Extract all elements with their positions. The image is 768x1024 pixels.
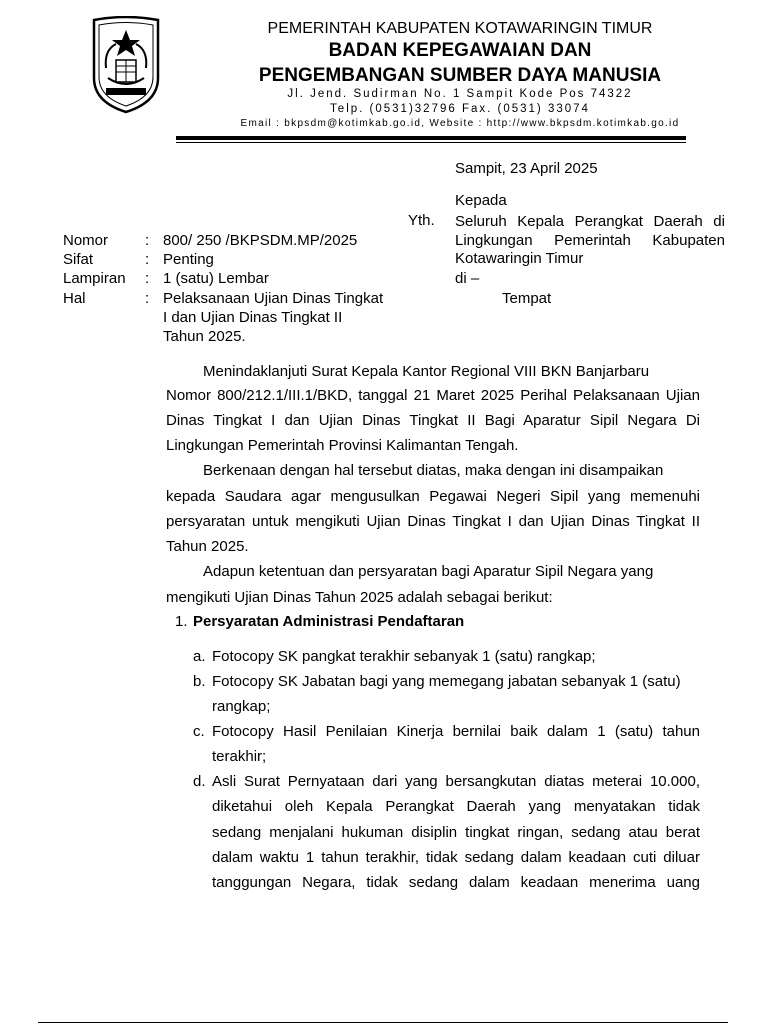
meta-colon: : <box>145 232 150 249</box>
list-item-line: sedang menjalani hukuman disiplin tingkat ringan, sedang atau berat <box>212 824 700 841</box>
list-item-line: diketahui oleh Kepala Perangkat Daerah yang menyatakan tidak <box>212 798 700 815</box>
meta-label-hal: Hal <box>63 290 86 307</box>
recipient-tempat: Tempat <box>502 290 552 307</box>
meta-colon: : <box>145 290 150 307</box>
list-item-marker: a. <box>193 648 206 665</box>
body-paragraph-1-line: Dinas Tingkat I dan Ujian Dinas Tingkat II Bagi Aparatur Sipil Negara Di <box>166 412 700 429</box>
regency-crest-logo <box>90 16 162 114</box>
recipient-di: di – <box>455 270 480 287</box>
letterhead-address: Jl. Jend. Sudirman No. 1 Sampit Kode Pos 74322 <box>287 88 633 100</box>
letterhead-contact: Email : bkpsdm@kotimkab.go.id, Website : http://www.bkpsdm.kotimkab.go.id <box>240 118 680 129</box>
meta-value-nomor: 800/ 250 /BKPSDM.MP/2025 <box>163 232 358 249</box>
meta-colon: : <box>145 251 150 268</box>
recipient-yth: Yth. <box>408 212 435 229</box>
list-item-line: terakhir; <box>212 748 267 765</box>
meta-label-lampiran: Lampiran <box>63 270 126 287</box>
letterhead-government-line: PEMERINTAH KABUPATEN KOTAWARINGIN TIMUR <box>267 20 653 37</box>
body-paragraph-2-line: kepada Saudara agar mengusulkan Pegawai Negeri Sipil yang memenuhi <box>166 488 700 505</box>
letter-date: Sampit, 23 April 2025 <box>455 160 598 177</box>
list-item-marker: d. <box>193 773 206 790</box>
meta-value-hal-continued: Tahun 2025. <box>163 328 246 345</box>
meta-label-nomor: Nomor <box>63 232 109 249</box>
meta-colon: : <box>145 270 150 287</box>
letterhead-divider-thick <box>176 136 686 140</box>
body-paragraph-2-line: persyaratan untuk mengikuti Ujian Dinas Tingkat I dan Ujian Dinas Tingkat II <box>166 513 700 530</box>
letterhead-agency-line-1: BADAN KEPEGAWAIAN DAN <box>328 40 592 61</box>
list-item-marker: c. <box>193 723 205 740</box>
letterhead-phone: Telp. (0531)32796 Fax. (0531) 33074 <box>330 103 590 115</box>
body-paragraph-2-line: Berkenaan dengan hal tersebut diatas, maka dengan ini disampaikan <box>203 462 664 479</box>
meta-value-hal: Pelaksanaan Ujian Dinas Tingkat <box>163 290 384 307</box>
list-item-marker: b. <box>193 673 206 690</box>
recipient-line: Lingkungan Pemerintah Kabupaten <box>455 232 725 249</box>
body-paragraph-3-line: mengikuti Ujian Dinas Tahun 2025 adalah sebagai berikut: <box>166 589 553 606</box>
body-paragraph-1-line: Menindaklanjuti Surat Kepala Kantor Regional VIII BKN Banjarbaru <box>203 363 650 380</box>
letterhead-divider-thin <box>176 142 686 143</box>
list-item-line: tanggungan Negara, tidak sedang dalam keadaan menerima uang <box>212 874 700 891</box>
meta-value-lampiran: 1 (satu) Lembar <box>163 270 269 287</box>
list-item-line: Fotocopy SK pangkat terakhir sebanyak 1 (satu) rangkap; <box>212 648 596 665</box>
page-bottom-rule <box>38 1022 728 1023</box>
recipient-line: Seluruh Kepala Perangkat Daerah di <box>455 213 725 230</box>
letterhead-agency-line-2: PENGEMBANGAN SUMBER DAYA MANUSIA <box>258 65 662 86</box>
list-item-line: Asli Surat Pernyataan dari yang bersangkutan diatas meterai 10.000, <box>212 773 700 790</box>
meta-label-sifat: Sifat <box>63 251 94 268</box>
section-number: 1. <box>175 613 188 630</box>
list-item-line: Fotocopy SK Jabatan bagi yang memegang jabatan sebanyak 1 (satu) <box>212 673 681 690</box>
meta-value-hal-continued: I dan Ujian Dinas Tingkat II <box>163 309 343 326</box>
recipient-line: Kotawaringin Timur <box>455 250 584 267</box>
body-paragraph-3-line: Adapun ketentuan dan persyaratan bagi Aparatur Sipil Negara yang <box>203 563 654 580</box>
body-paragraph-1-line: Lingkungan Pemerintah Provinsi Kalimantan Tengah. <box>166 437 519 454</box>
list-item-line: Fotocopy Hasil Penilaian Kinerja bernilai baik dalam 1 (satu) tahun <box>212 723 700 740</box>
section-title: Persyaratan Administrasi Pendaftaran <box>193 613 465 630</box>
list-item-line: rangkap; <box>212 698 271 715</box>
recipient-kepada: Kepada <box>455 192 507 209</box>
body-paragraph-2-line: Tahun 2025. <box>166 538 249 555</box>
list-item-line: dalam waktu 1 tahun terakhir, tidak sedang dalam keadaan cuti diluar <box>212 849 700 866</box>
meta-value-sifat: Penting <box>163 251 214 268</box>
body-paragraph-1-line: Nomor 800/212.1/III.1/BKD, tanggal 21 Maret 2025 Perihal Pelaksanaan Ujian <box>166 387 700 404</box>
